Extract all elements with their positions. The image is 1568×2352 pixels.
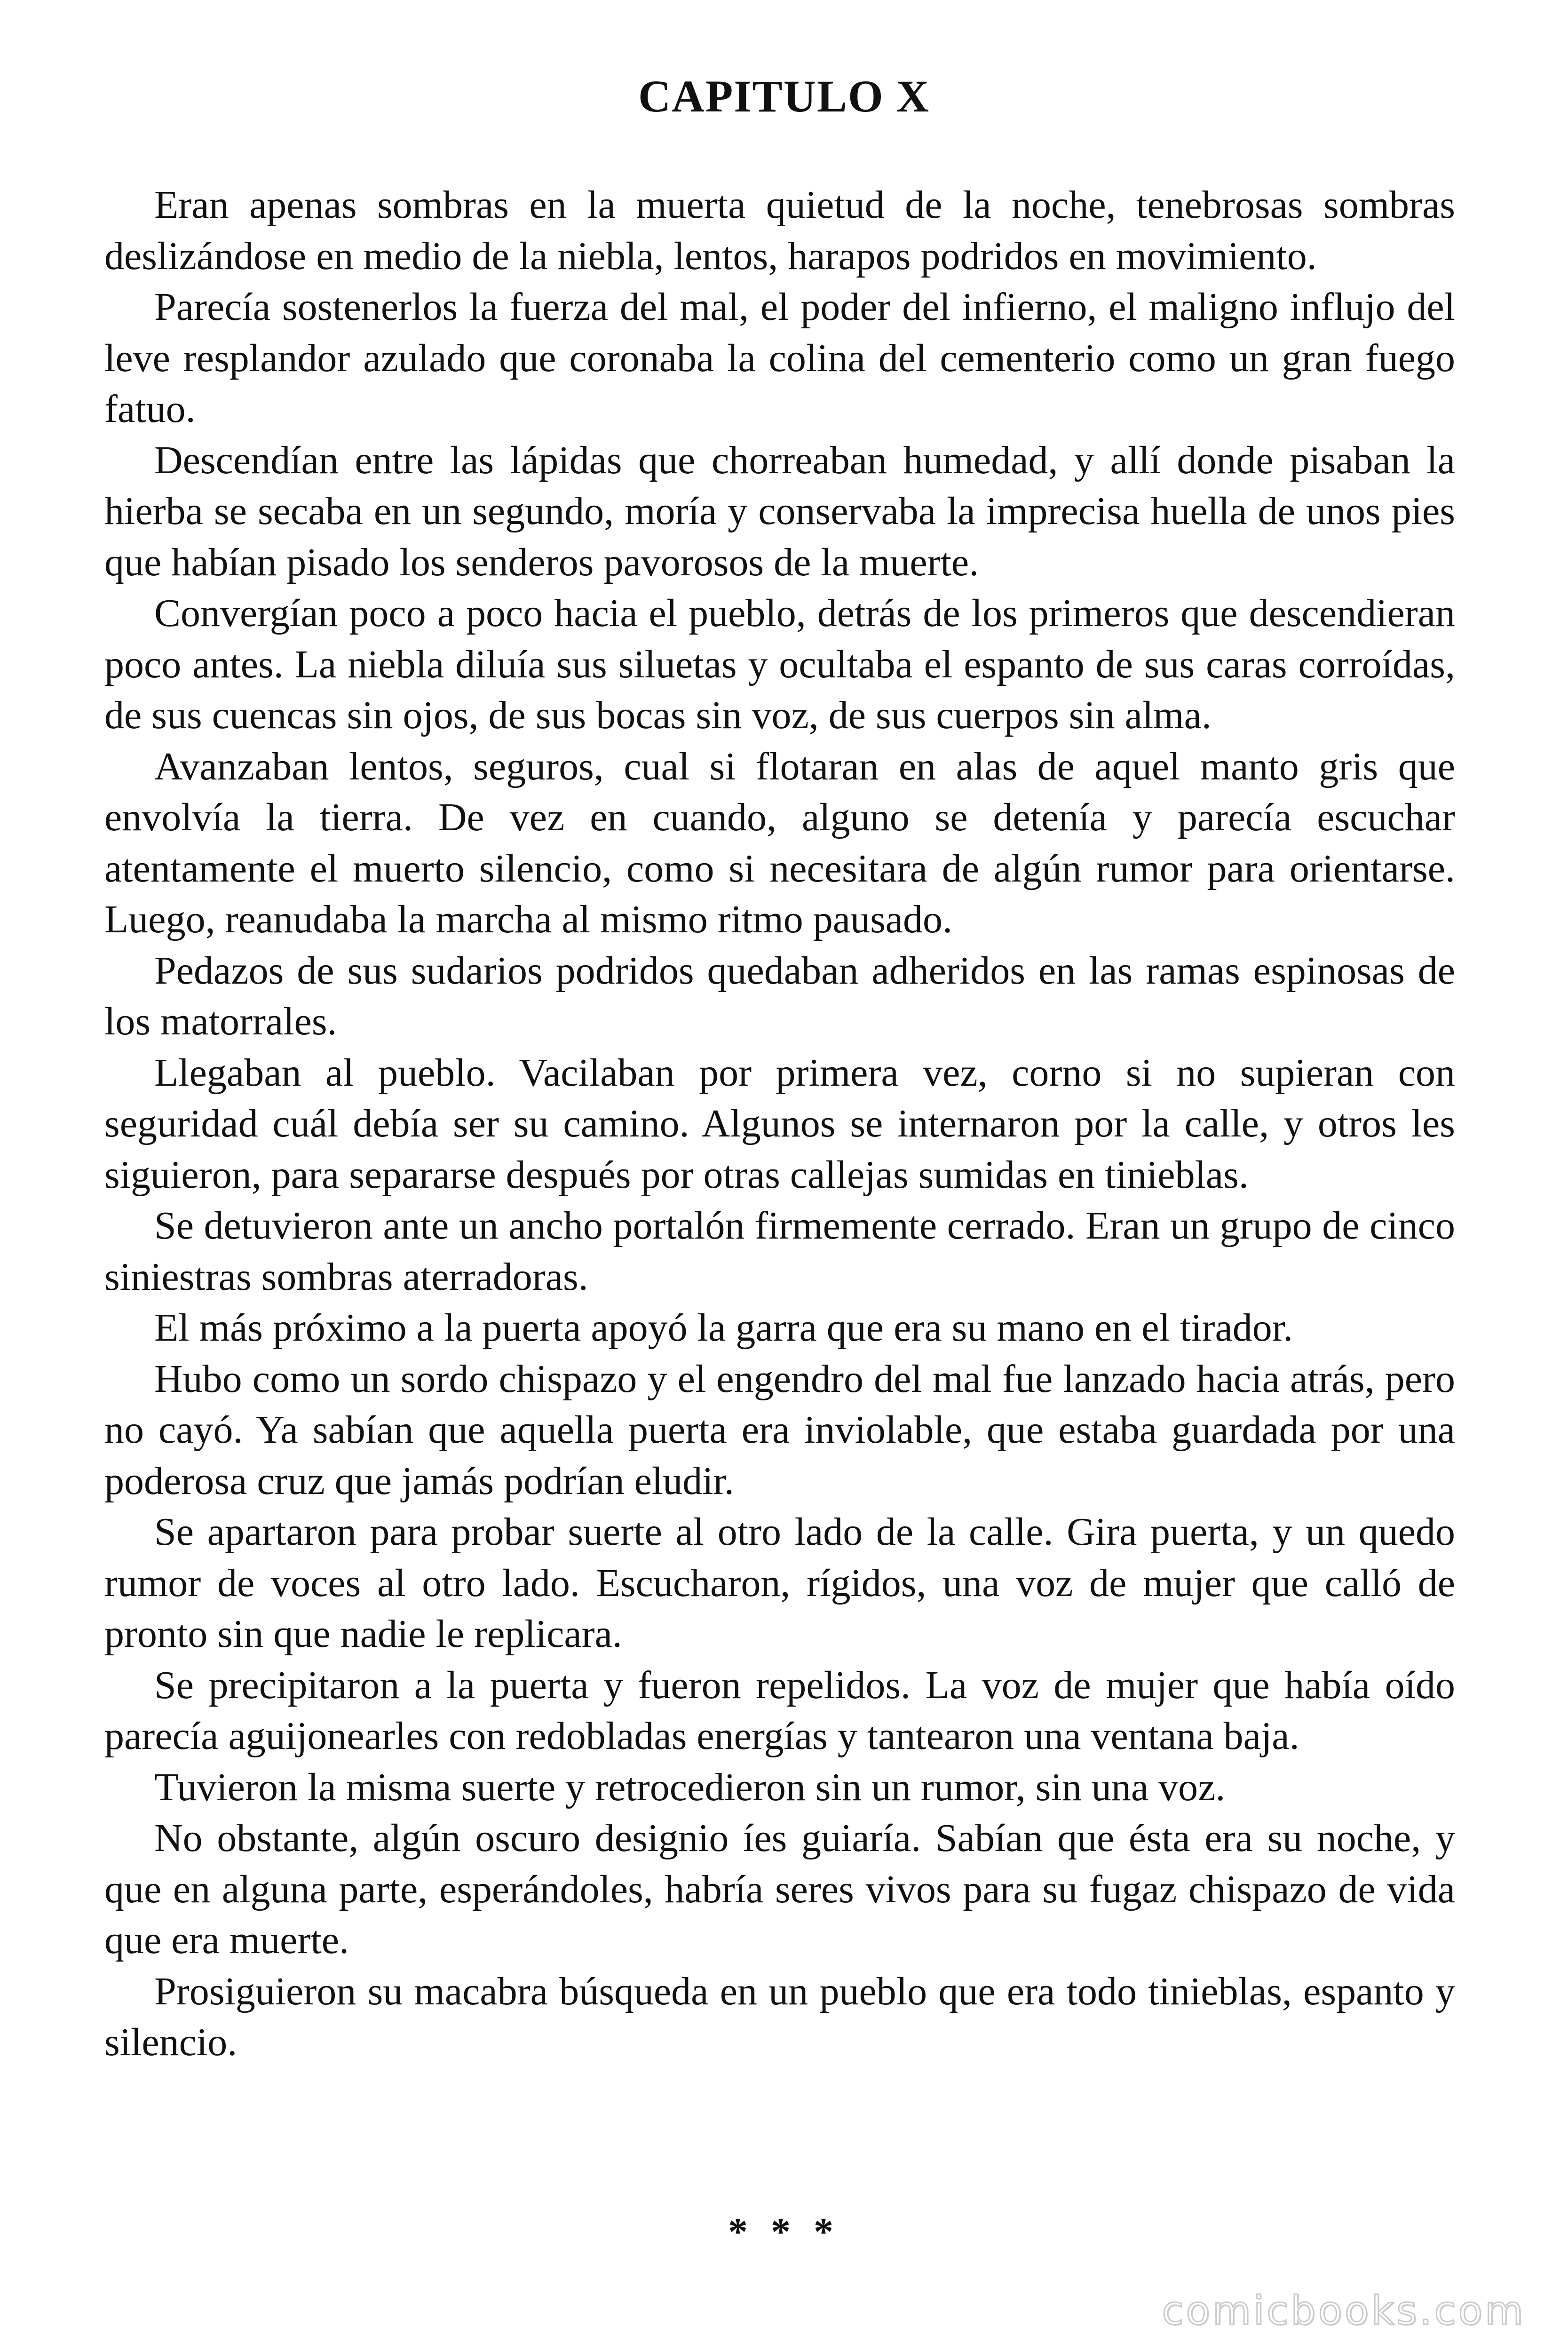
watermark: comicbooks.com bbox=[1162, 2288, 1526, 2334]
paragraph: El más próximo a la puerta apoyó la garra que era su mano en el tirador. bbox=[154, 1306, 1293, 1350]
paragraph: Pedazos de sus sudarios podridos quedaban adheridos en las ramas espinosas de los matorrales. bbox=[104, 948, 1455, 1043]
paragraph: Llegaban al pueblo. Vacilaban por primera vez, corno si no supieran con seguridad cuál debía ser su camino. Algunos se internaron por la calle, y otros les siguieron, para separarse después por otras callejas sumidas en tinieblas. bbox=[104, 1050, 1455, 1197]
section-separator: * * * bbox=[728, 2210, 840, 2254]
paragraph: Eran apenas sombras en la muerta quietud de la noche, tenebrosas sombras deslizándose en medio de la niebla, lentos, harapos podridos en movimiento. bbox=[104, 183, 1455, 278]
paragraph: Descendían entre las lápidas que chorreaban humedad, y allí donde pisaban la hierba se secaba en un segundo, moría y conservaba la imprecisa huella de unos pies que habían pisado los senderos pavorosos de la muerte. bbox=[104, 438, 1455, 584]
paragraph: Prosiguieron su macabra búsqueda en un pueblo que era todo tinieblas, espanto y silencio. bbox=[104, 1969, 1455, 2064]
chapter-title: CAPITULO X bbox=[638, 71, 930, 121]
paragraph: Avanzaban lentos, seguros, cual si flotaran en alas de aquel manto gris que envolvía la tierra. De vez en cuando, alguno se detenía y parecía escuchar atentamente el muerto silencio, como si necesitara de algún rumor para orientarse. Luego, reanudaba la marcha al mismo ritmo pausado. bbox=[104, 744, 1455, 941]
paragraph: Parecía sostenerlos la fuerza del mal, el poder del infierno, el maligno influjo del leve resplandor azulado que coronaba la colina del cementerio como un gran fuego fatuo. bbox=[104, 285, 1455, 431]
paragraph: Se precipitaron a la puerta y fueron repelidos. La voz de mujer que había oído parecía aguijonearles con redobladas energías y tantearon una ventana baja. bbox=[104, 1663, 1455, 1758]
chapter-body bbox=[104, 180, 1455, 2068]
paragraph: Hubo como un sordo chispazo y el engendro del mal fue lanzado hacia atrás, pero no cayó. Ya sabían que aquella puerta era inviolable, que estaba guardada por una poderosa cruz que jamás podrían eludir. bbox=[104, 1357, 1455, 1503]
paragraph: Tuvieron la misma suerte y retrocedieron sin un rumor, sin una voz. bbox=[154, 1765, 1226, 1809]
paragraph: No obstante, algún oscuro designio íes guiaría. Sabían que ésta era su noche, y que en alguna parte, esperándoles, habría seres vivos para su fugaz chispazo de vida que era muerte. bbox=[104, 1816, 1455, 1962]
paragraph: Se apartaron para probar suerte al otro lado de la calle. Gira puerta, y un quedo rumor de voces al otro lado. Escucharon, rígidos, una voz de mujer que calló de pronto sin que nadie le replicara. bbox=[104, 1510, 1455, 1656]
paragraph: Se detuvieron ante un ancho portalón firmemente cerrado. Eran un grupo de cinco siniestras sombras aterradoras. bbox=[104, 1204, 1455, 1299]
paragraph: Convergían poco a poco hacia el pueblo, detrás de los primeros que descendieran poco antes. La niebla diluía sus siluetas y ocultaba el espanto de sus caras corroídas, de sus cuencas sin ojos, de sus bocas sin voz, de sus cuerpos sin alma. bbox=[104, 591, 1455, 737]
